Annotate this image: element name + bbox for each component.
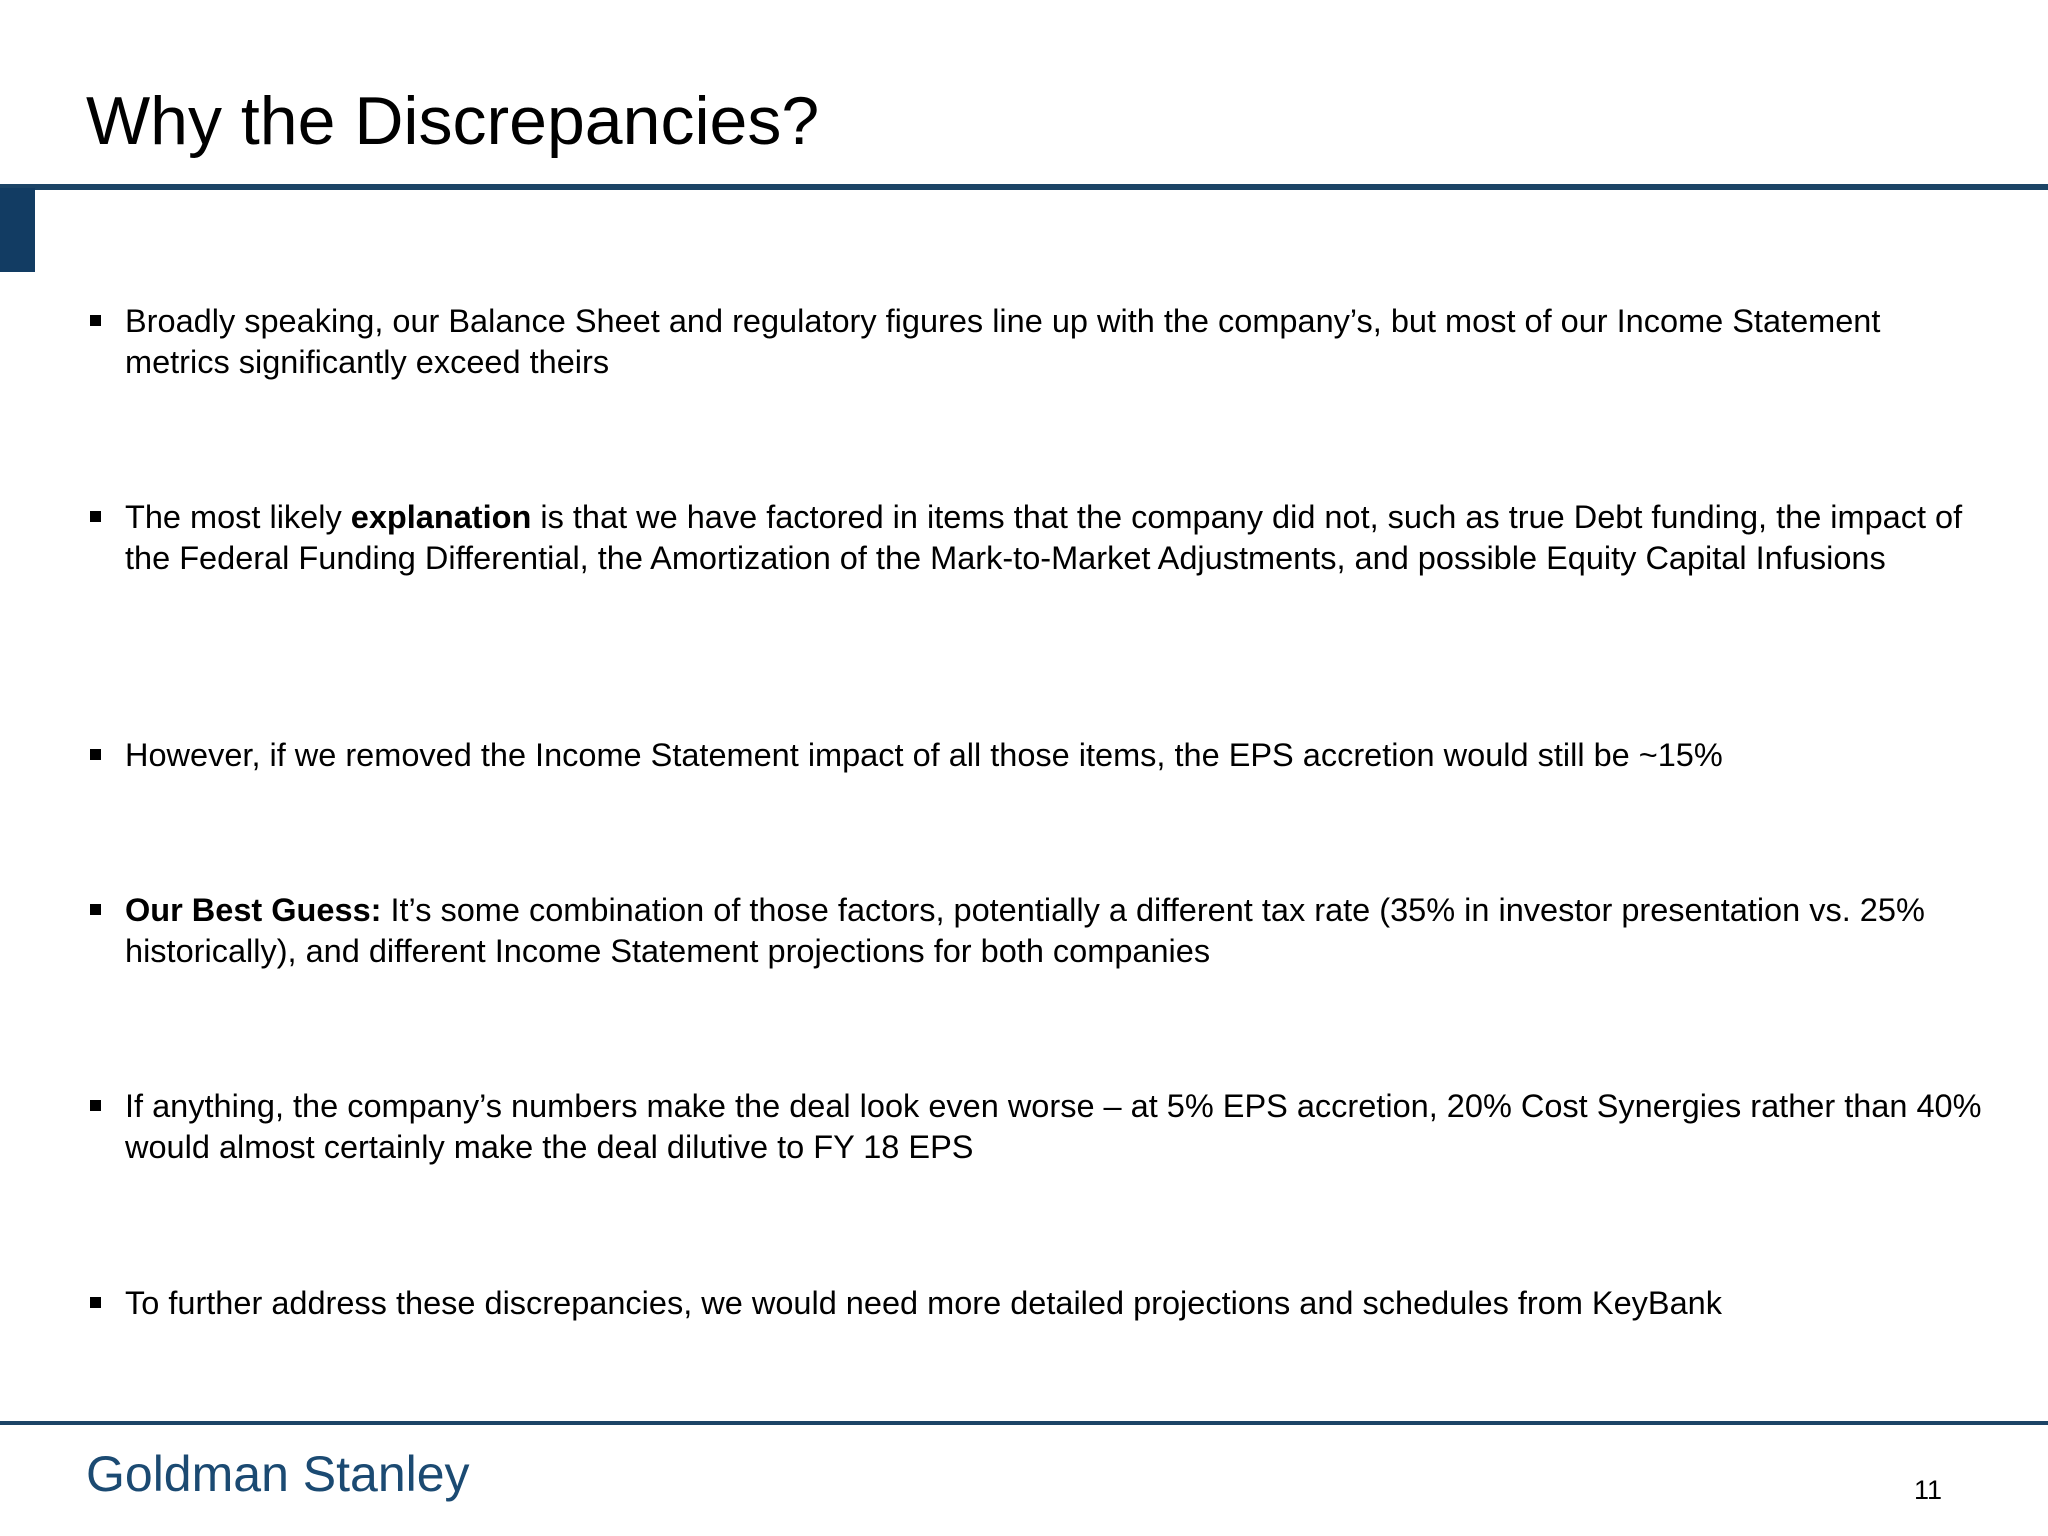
bullet-text-run: It’s some combination of those factors, potentially a different tax rate (35% in investor presentation vs. 25% historically), and different Income Statement projections for both companies (125, 892, 1925, 969)
slide-title: Why the Discrepancies? (86, 83, 820, 159)
bullet-item (86, 735, 1986, 776)
brand-name: Goldman Stanley (86, 1446, 470, 1502)
footer-divider (0, 1421, 2048, 1425)
bullet-text-run: However, if we removed the Income Statement impact of all those items, the EPS accretion would still be ~15% (125, 737, 1723, 773)
bullet-text-run: is that we have factored in items that the company did not, such as true Debt funding, the impact of the Federal Funding Differential, the Amortization of the Mark-to-Market Adjustments, and possible Equity Capital Infusions (125, 499, 1963, 576)
bullet-item (86, 301, 1986, 383)
bullet-emphasis: explanation (350, 499, 532, 535)
bullet-text (125, 1086, 1985, 1168)
bullet-text-run: To further address these discrepancies, we would need more detailed projections and schedules from KeyBank (125, 1285, 1723, 1321)
bullet-text (125, 1283, 1985, 1324)
bullet-text-run: The most likely (125, 499, 351, 535)
header-accent-tab (0, 188, 35, 272)
square-bullet-icon (90, 315, 101, 326)
page-number: 11 (1914, 1475, 1943, 1505)
bullet-item (86, 1283, 1986, 1324)
bullet-text-run: Broadly speaking, our Balance Sheet and regulatory figures line up with the company’s, but most of our Income Statement metrics significantly exceed theirs (125, 303, 1881, 380)
bullet-text (125, 735, 1985, 776)
bullet-emphasis: Our Best Guess: (125, 892, 382, 928)
square-bullet-icon (90, 1297, 101, 1308)
bullet-text-run: If anything, the company’s numbers make the deal look even worse – at 5% EPS accretion, 20% Cost Synergies rather than 40% would almost certainly make the deal dilutive to FY 18 EPS (125, 1088, 1982, 1165)
square-bullet-icon (90, 749, 101, 760)
bullet-item (86, 1086, 1986, 1168)
square-bullet-icon (90, 511, 101, 522)
header-divider (0, 184, 2048, 190)
bullet-text (125, 497, 1985, 579)
bullet-item (86, 497, 1986, 579)
square-bullet-icon (90, 904, 101, 915)
bullet-text (125, 890, 1985, 972)
bullet-text (125, 301, 1985, 383)
square-bullet-icon (90, 1100, 101, 1111)
bullet-item (86, 890, 1986, 972)
